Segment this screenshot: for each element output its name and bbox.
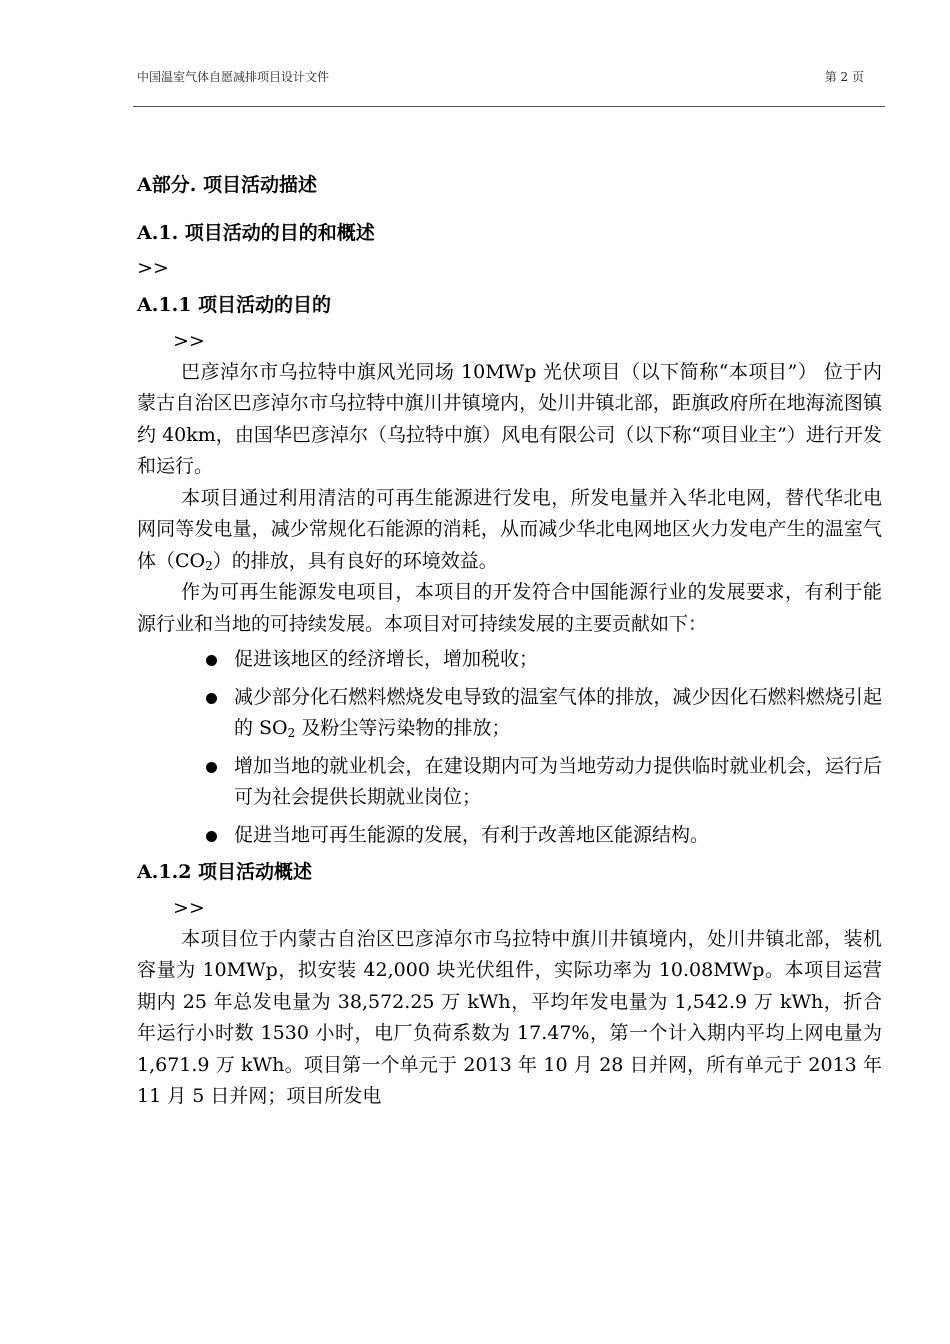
- document-body: [137, 170, 882, 1113]
- so2-subscript: 2: [287, 726, 296, 740]
- co2-subscript: 2: [205, 558, 213, 573]
- a11-p2-text-b: ）的排放，具有良好的环境效益。: [212, 549, 498, 572]
- section-a12-marker: >>: [173, 896, 205, 919]
- bullet-text: 增加当地的就业机会，在建设期内可为当地劳动力提供临时就业机会，运行后可为社会提供长期就业岗位；: [234, 754, 882, 808]
- bullet-icon: [206, 762, 217, 773]
- a11-p2-text-a: 本项目通过利用清洁的可再生能源进行发电，所发电量并入华北电网，替代华北电网同等发电量，减少常规化石能源的消耗，从而减少华北电网地区火力发电产生的温室气体（CO: [137, 486, 882, 572]
- list-item: [234, 644, 882, 676]
- section-a11-marker: >>: [173, 329, 205, 352]
- a11-paragraph-3: 作为可再生能源发电项目，本项目的开发符合中国能源行业的发展要求，有利于能源行业和当地的可持续发展。本项目对可持续发展的主要贡献如下：: [137, 581, 882, 635]
- list-item: [234, 820, 882, 852]
- section-a1-title: A.1. 项目活动的目的和概述: [137, 221, 375, 244]
- a11-paragraph-1: 巴彦淖尔市乌拉特中旗风光同场 10MWp 光伏项目（以下简称“本项目”） 位于内蒙古自治区巴彦淖尔市乌拉特中旗川井镇境内，处川井镇北部，距旗政府所在地海流图镇约 40km，由国华巴彦淖尔（乌拉特中旗）风电有限公司（以下称“项目业主”）进行开发和运行。: [137, 360, 882, 477]
- section-a12-title: A.1.2 项目活动概述: [137, 861, 313, 883]
- section-a1-marker: >>: [137, 257, 169, 279]
- header-divider: [133, 106, 885, 107]
- list-item: [234, 682, 882, 745]
- page-header: [137, 68, 864, 85]
- page-number: 第 2 页: [824, 70, 864, 84]
- part-title: A部分. 项目活动描述: [137, 174, 317, 196]
- bullet-text-b: 及粉尘等污染物的排放；: [295, 717, 511, 739]
- a12-paragraph-1: 本项目位于内蒙古自治区巴彦淖尔市乌拉特中旗川井镇境内，处川井镇北部，装机容量为 10MWp，拟安装 42,000 块光伏组件，实际功率为 10.08MWp。本项目运营期内 25 年总发电量为 38,572.25 万 kWh，平均年发电量为 1,542.9 万 kWh，折合年运行小时数 1530 小时，电厂负荷系数为 17.47%，第一个计入期内平均上网电量为 1,671.9 万 kWh。项目第一个单元于 2013 年 10 月 28 日并网，所有单元于 2013 年 11 月 5 日并网；项目所发电: [137, 927, 882, 1107]
- document-title: 中国温室气体自愿减排项目设计文件: [137, 70, 330, 84]
- bullet-icon: [206, 693, 217, 704]
- bullet-icon: [206, 655, 217, 666]
- bullet-text: 促进当地可再生能源的发展，有利于改善地区能源结构。: [234, 823, 710, 846]
- bullet-text-a: 减少部分化石燃料燃烧发电导致的温室气体的排放，减少因化石燃料燃烧引起的 SO: [234, 685, 882, 739]
- list-item: [234, 751, 882, 814]
- a11-paragraph-2: [137, 483, 882, 578]
- bullet-icon: [206, 831, 217, 842]
- bullet-text: 促进该地区的经济增长，增加税收；: [234, 648, 539, 670]
- contribution-list: [137, 644, 882, 851]
- section-a11-title: A.1.1 项目活动的目的: [137, 294, 332, 316]
